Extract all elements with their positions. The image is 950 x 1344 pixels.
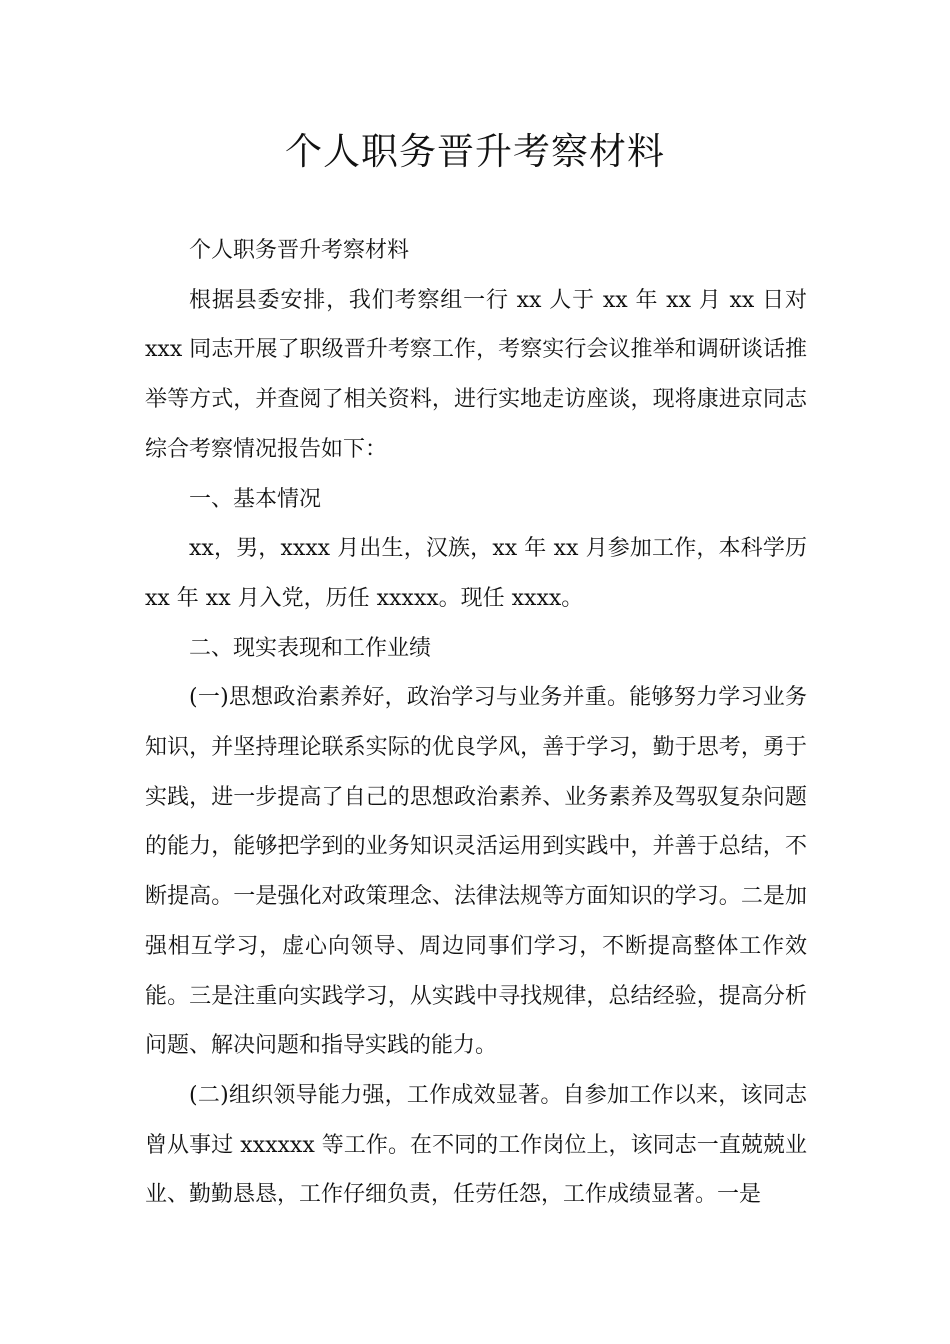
paragraph-basic-info: xx，男，xxxx 月出生，汉族，xx 年 xx 月参加工作，本科学历 xx 年 xx 月入党，历任 xxxxx。现任 xxxx。 <box>145 536 807 611</box>
paragraph-political-quality: (一)思想政治素养好，政治学习与业务并重。能够努力学习业务知识，并坚持理论联系实际的优良学风，善于学习，勤于思考，勇于实践，进一步提高了自己的思想政治素养、业务素养及驾驭复杂问题的能力，能够把学到的业务知识灵活运用到实践中，并善于总结，不断提高。一是强化对政策理念、法律法规等方面知识的学习。二是加强相互学习，虚心向领导、周边同事们学习，不断提高整体工作效能。三是注重向实践学习，从实践中寻找规律，总结经验，提高分析问题、解决问题和指导实践的能力。 <box>145 685 807 1059</box>
paragraph-leadership: (二)组织领导能力强，工作成效显著。自参加工作以来，该同志曾从事过 xxxxxx 等工作。在不同的工作岗位上，该同志一直兢兢业业、勤勤恳恳，工作仔细负责，任劳任怨，工作成绩显著。一是 <box>145 1082 807 1208</box>
document-body <box>145 226 807 1220</box>
paragraph-subtitle: 个人职务晋升考察材料 <box>189 238 410 263</box>
document-title: 个人职务晋升考察材料 <box>285 130 665 173</box>
heading-basic-info: 一、基本情况 <box>189 486 322 512</box>
paragraph-intro: 根据县委安排，我们考察组一行 xx 人于 xx 年 xx 月 xx 日对 xxx 同志开展了职级晋升考察工作，考察实行会议推举和调研谈话推举等方式，并查阅了相关资料，进行实地走访座谈，现将康进京同志综合考察情况报告如下： <box>145 287 807 462</box>
heading-performance: 二、现实表现和工作业绩 <box>189 635 432 661</box>
